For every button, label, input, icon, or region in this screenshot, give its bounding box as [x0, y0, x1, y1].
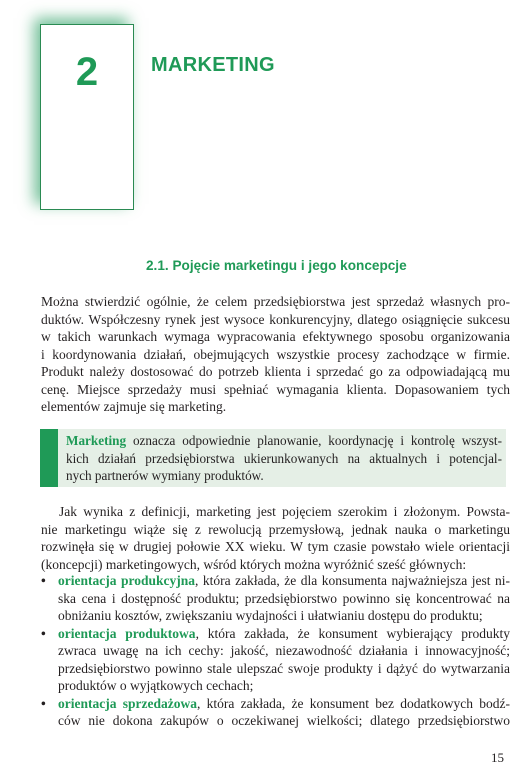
chapter-number-box — [40, 24, 134, 210]
text-line — [58, 572, 510, 590]
orientation-term: orientacja produktowa — [58, 625, 196, 641]
text-fragment: , która zakłada, że konsument wybierający produkty — [195, 625, 510, 641]
text-line: zwraca uwagę na ich cechy: jakość, niezawodność działania i innowacyjność; — [58, 643, 510, 658]
list-item — [41, 695, 510, 730]
bullet-icon: • — [41, 573, 46, 588]
bullet-icon: • — [41, 695, 46, 711]
text-line: kich działań przedsiębiorstwa ukierunkowanych na aktualnych i potencjal- — [66, 450, 502, 466]
intro-paragraph — [41, 293, 510, 416]
bullet-icon: • — [41, 625, 46, 641]
text-line — [58, 695, 510, 713]
text-line: nie marketingu wiąże się z rewolucją przemysłową, jednak nauka o marketingu — [41, 521, 510, 537]
orientation-intro-paragraph — [41, 503, 510, 573]
text-line: ców nie dokona zakupów o oczekiwanej wielkości; dlatego przedsiębiorstwo — [58, 713, 510, 728]
text-line: rozwinęła się w drugiej połowie XX wieku. W tym czasie powstało wiele orientacji — [41, 539, 510, 554]
text-line — [66, 432, 502, 450]
orientation-list — [41, 572, 510, 730]
text-line: cenę. Miejsce sprzedaży musi spełniać wymagania klienta. Dopasowaniem tych — [41, 381, 510, 397]
text-line: duktów. Współczesny rynek jest wysoce konkurencyjny, dlatego osiągnięcie sukcesu — [41, 311, 510, 327]
orientation-term: orientacja produkcyjna — [58, 573, 196, 588]
text-line — [58, 625, 510, 643]
text-line: (koncepcji) marketingowych, wśród których można wyróżnić sześć głównych: — [41, 556, 467, 572]
text-line: Jak wynika z definicji, marketing jest pojęciem szerokim i złożonym. Powsta- — [59, 504, 510, 519]
section-title: 2.1. Pojęcie marketingu i jego koncepcje — [146, 258, 407, 273]
text-fragment: , która zakłada, że dla konsumenta najważniejsza jest ni- — [195, 573, 510, 588]
text-line: Można stwierdzić ogólnie, że celem przedsiębiorstwa jest sprzedaż własnych pro- — [41, 294, 510, 309]
text-line: nych partnerów wymiany produktów. — [66, 468, 264, 483]
definition-text — [66, 432, 502, 485]
text-line: Produkt należy dostosować do potrzeb klienta i sprzedać go za odpowiadającą mu — [41, 364, 510, 379]
chapter-title: MARKETING — [151, 54, 275, 76]
text-line: obniżaniu kosztów, zwiększaniu wydajności i ułatwianiu dostępu do produktu; — [58, 608, 483, 623]
text-line: ska cena i dostępność produktu; przedsiębiorstwo powinno się koncentrować na — [58, 590, 510, 606]
orientation-term: orientacja sprzedażowa — [58, 695, 197, 711]
definition-line1: oznacza odpowiednie planowanie, koordynację i kontrolę wszyst- — [126, 433, 502, 448]
list-item — [41, 572, 510, 625]
list-item — [41, 625, 510, 695]
text-line: produktów o wyjątkowych cechach; — [58, 678, 254, 693]
text-line: i koordynowania działań, obejmujących wszystkie procesy zachodzące w firmie. — [41, 346, 510, 362]
page-number: 15 — [491, 750, 504, 765]
text-line: elementów zajmuje się marketing. — [41, 399, 227, 414]
text-fragment: , która zakłada, że konsument bez dodatkowych bodź- — [196, 695, 510, 711]
definition-term: Marketing — [66, 433, 127, 448]
text-line: w takich warunkach wymaga wypracowania efektywnego sposobu organizowania — [41, 329, 510, 344]
chapter-number: 2 — [75, 50, 99, 94]
text-line: przedsiębiorstwo powinno stale ulepszać swoje produkty i dążyć do wytwarzania — [58, 660, 510, 676]
